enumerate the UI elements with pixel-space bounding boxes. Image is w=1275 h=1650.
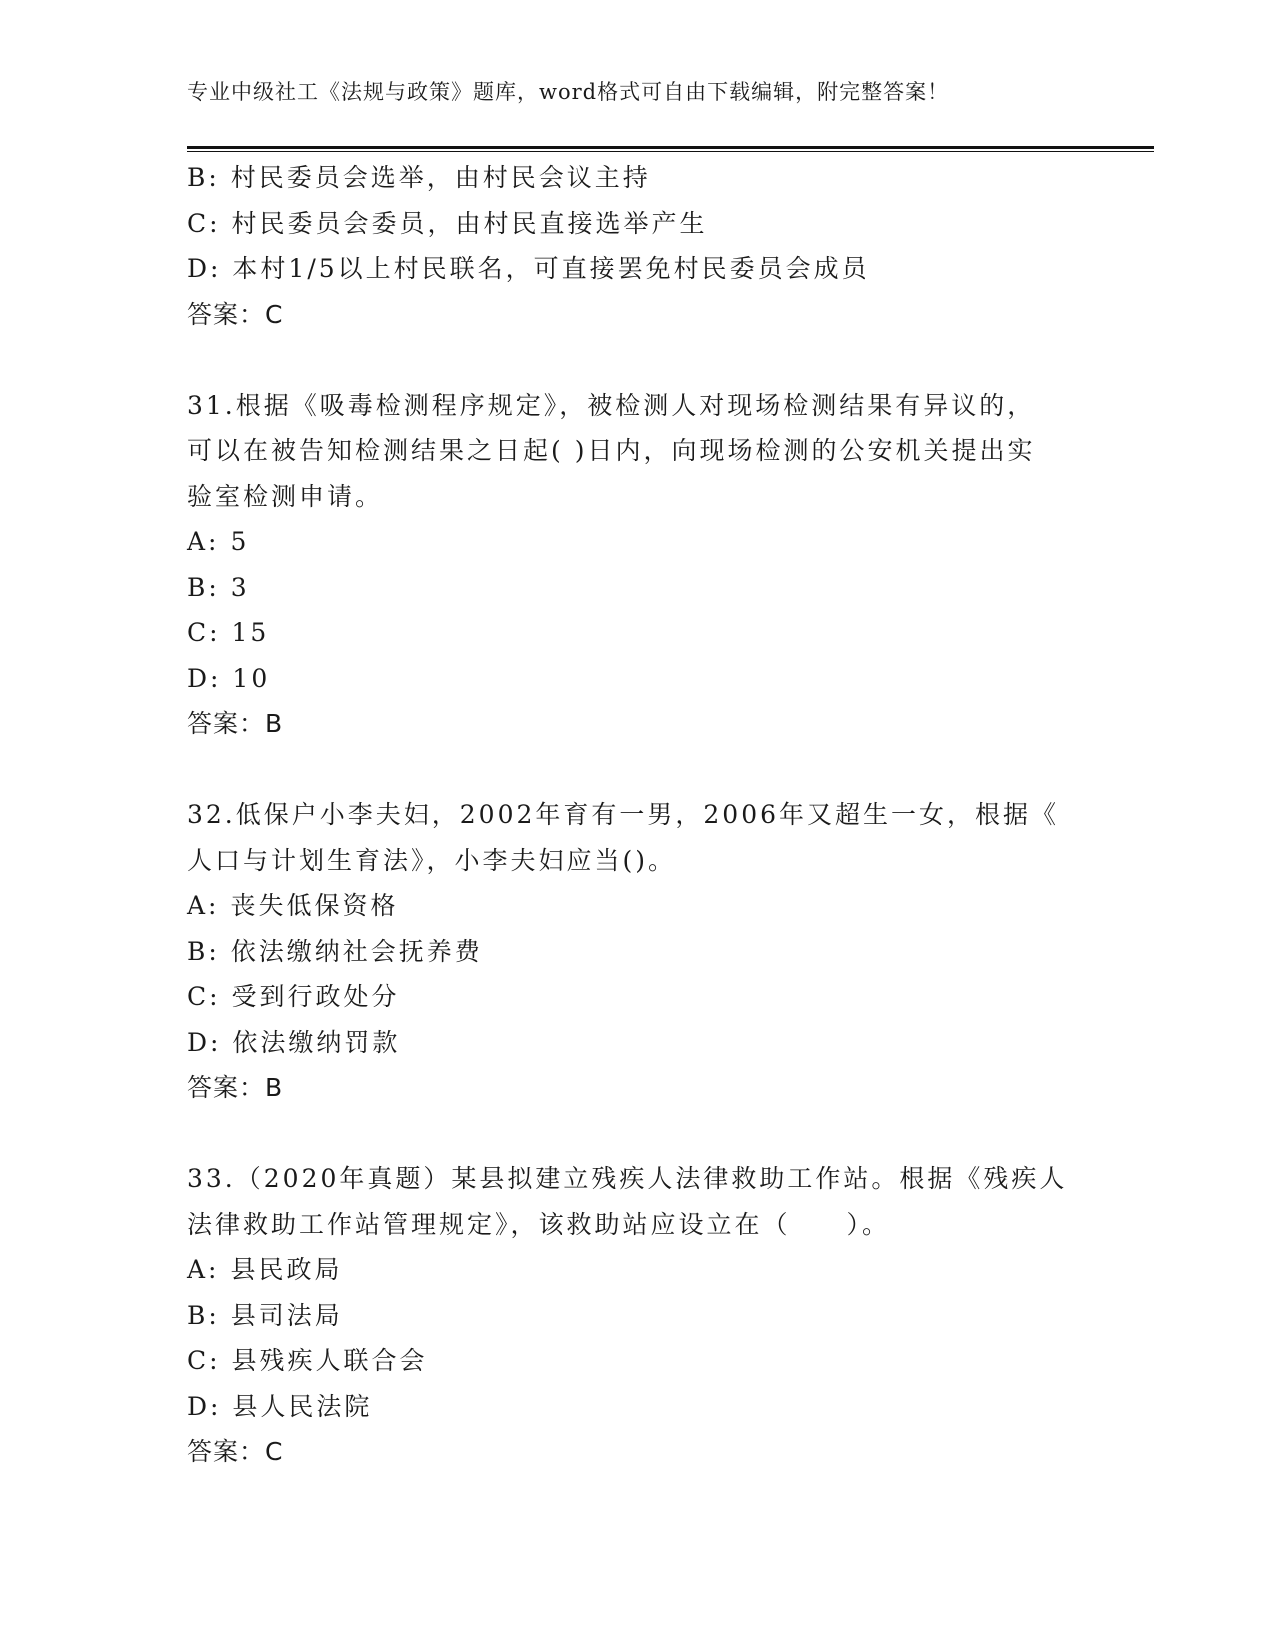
option-label: A: xyxy=(187,891,220,920)
option-d xyxy=(187,1020,1087,1066)
option-label: D: xyxy=(187,663,222,693)
option-b xyxy=(187,929,1087,975)
option-label: B: xyxy=(187,1300,220,1330)
option-a xyxy=(187,519,1087,565)
answer-line: 答案：B xyxy=(187,709,284,738)
option-label: B: xyxy=(187,936,220,966)
answer-line: 答案：B xyxy=(187,1073,284,1102)
option-c xyxy=(187,610,1087,656)
option-text: 村民委员会选举，由村民会议主持 xyxy=(230,163,651,192)
option-text: 丧失低保资格 xyxy=(230,891,399,920)
option-c xyxy=(187,974,1087,1020)
option-label: B: xyxy=(187,163,220,192)
option-text: 县民政局 xyxy=(230,1255,343,1284)
question-stem-line: 人口与计划生育法》，小李夫妇应当()。 xyxy=(187,845,677,875)
previous-question-tail xyxy=(187,155,1087,337)
option-label: D: xyxy=(187,1027,222,1057)
option-a xyxy=(187,1247,1087,1293)
option-text: 15 xyxy=(231,618,270,647)
option-text: 5 xyxy=(230,527,250,556)
option-text: 依法缴纳罚款 xyxy=(232,1027,401,1057)
option-label: A: xyxy=(187,1255,220,1284)
option-text: 本村1/5以上村民联名，可直接罢免村民委员会成员 xyxy=(232,254,870,283)
option-label: B: xyxy=(187,572,220,602)
page-header-text: 专业中级社工《法规与政策》题库，word格式可自由下载编辑，附完整答案！ xyxy=(187,80,950,104)
question-stem-line: 33.（2020年真题）某县拟建立残疾人法律救助工作站。根据《残疾人 xyxy=(187,1164,1068,1193)
question-33 xyxy=(187,1156,1087,1475)
option-text: 县司法局 xyxy=(230,1300,343,1330)
question-stem-line: 法律救助工作站管理规定》，该救助站应设立在（ ）。 xyxy=(187,1209,891,1239)
spacer xyxy=(187,1111,1087,1157)
question-stem-line: 32.低保户小李夫妇，2002年育有一男，2006年又超生一女，根据《 xyxy=(187,800,1060,829)
option-text: 县人民法院 xyxy=(232,1391,373,1421)
spacer xyxy=(187,747,1087,793)
question-32 xyxy=(187,792,1087,1111)
option-text: 县残疾人联合会 xyxy=(231,1346,428,1375)
option-b xyxy=(187,155,1087,201)
option-a xyxy=(187,883,1087,929)
question-content xyxy=(187,155,1087,1475)
option-b xyxy=(187,1293,1087,1339)
option-c xyxy=(187,201,1087,247)
option-text: 10 xyxy=(232,663,271,693)
option-d xyxy=(187,1384,1087,1430)
answer-line: 答案：C xyxy=(187,1437,284,1466)
answer-line: 答案：C xyxy=(187,299,284,329)
option-label: A: xyxy=(187,527,220,556)
question-stem-line: 验室检测申请。 xyxy=(187,481,384,511)
option-text: 受到行政处分 xyxy=(231,982,400,1011)
question-31 xyxy=(187,383,1087,747)
option-label: D: xyxy=(187,1391,222,1421)
option-label: C: xyxy=(187,618,221,647)
option-c xyxy=(187,1338,1087,1384)
header-divider xyxy=(187,146,1154,152)
option-text: 依法缴纳社会抚养费 xyxy=(230,936,483,966)
option-label: C: xyxy=(187,208,221,238)
option-text: 3 xyxy=(230,572,250,602)
option-label: D: xyxy=(187,254,222,283)
option-d xyxy=(187,246,1087,292)
option-b xyxy=(187,565,1087,611)
question-stem-line: 31.根据《吸毒检测程序规定》，被检测人对现场检测结果有异议的， xyxy=(187,390,1036,420)
option-text: 村民委员会委员，由村民直接选举产生 xyxy=(231,208,708,238)
question-stem-line: 可以在被告知检测结果之日起( )日内，向现场检测的公安机关提出实 xyxy=(187,436,1036,465)
spacer xyxy=(187,337,1087,383)
option-d xyxy=(187,656,1087,702)
option-label: C: xyxy=(187,1346,221,1375)
option-label: C: xyxy=(187,982,221,1011)
